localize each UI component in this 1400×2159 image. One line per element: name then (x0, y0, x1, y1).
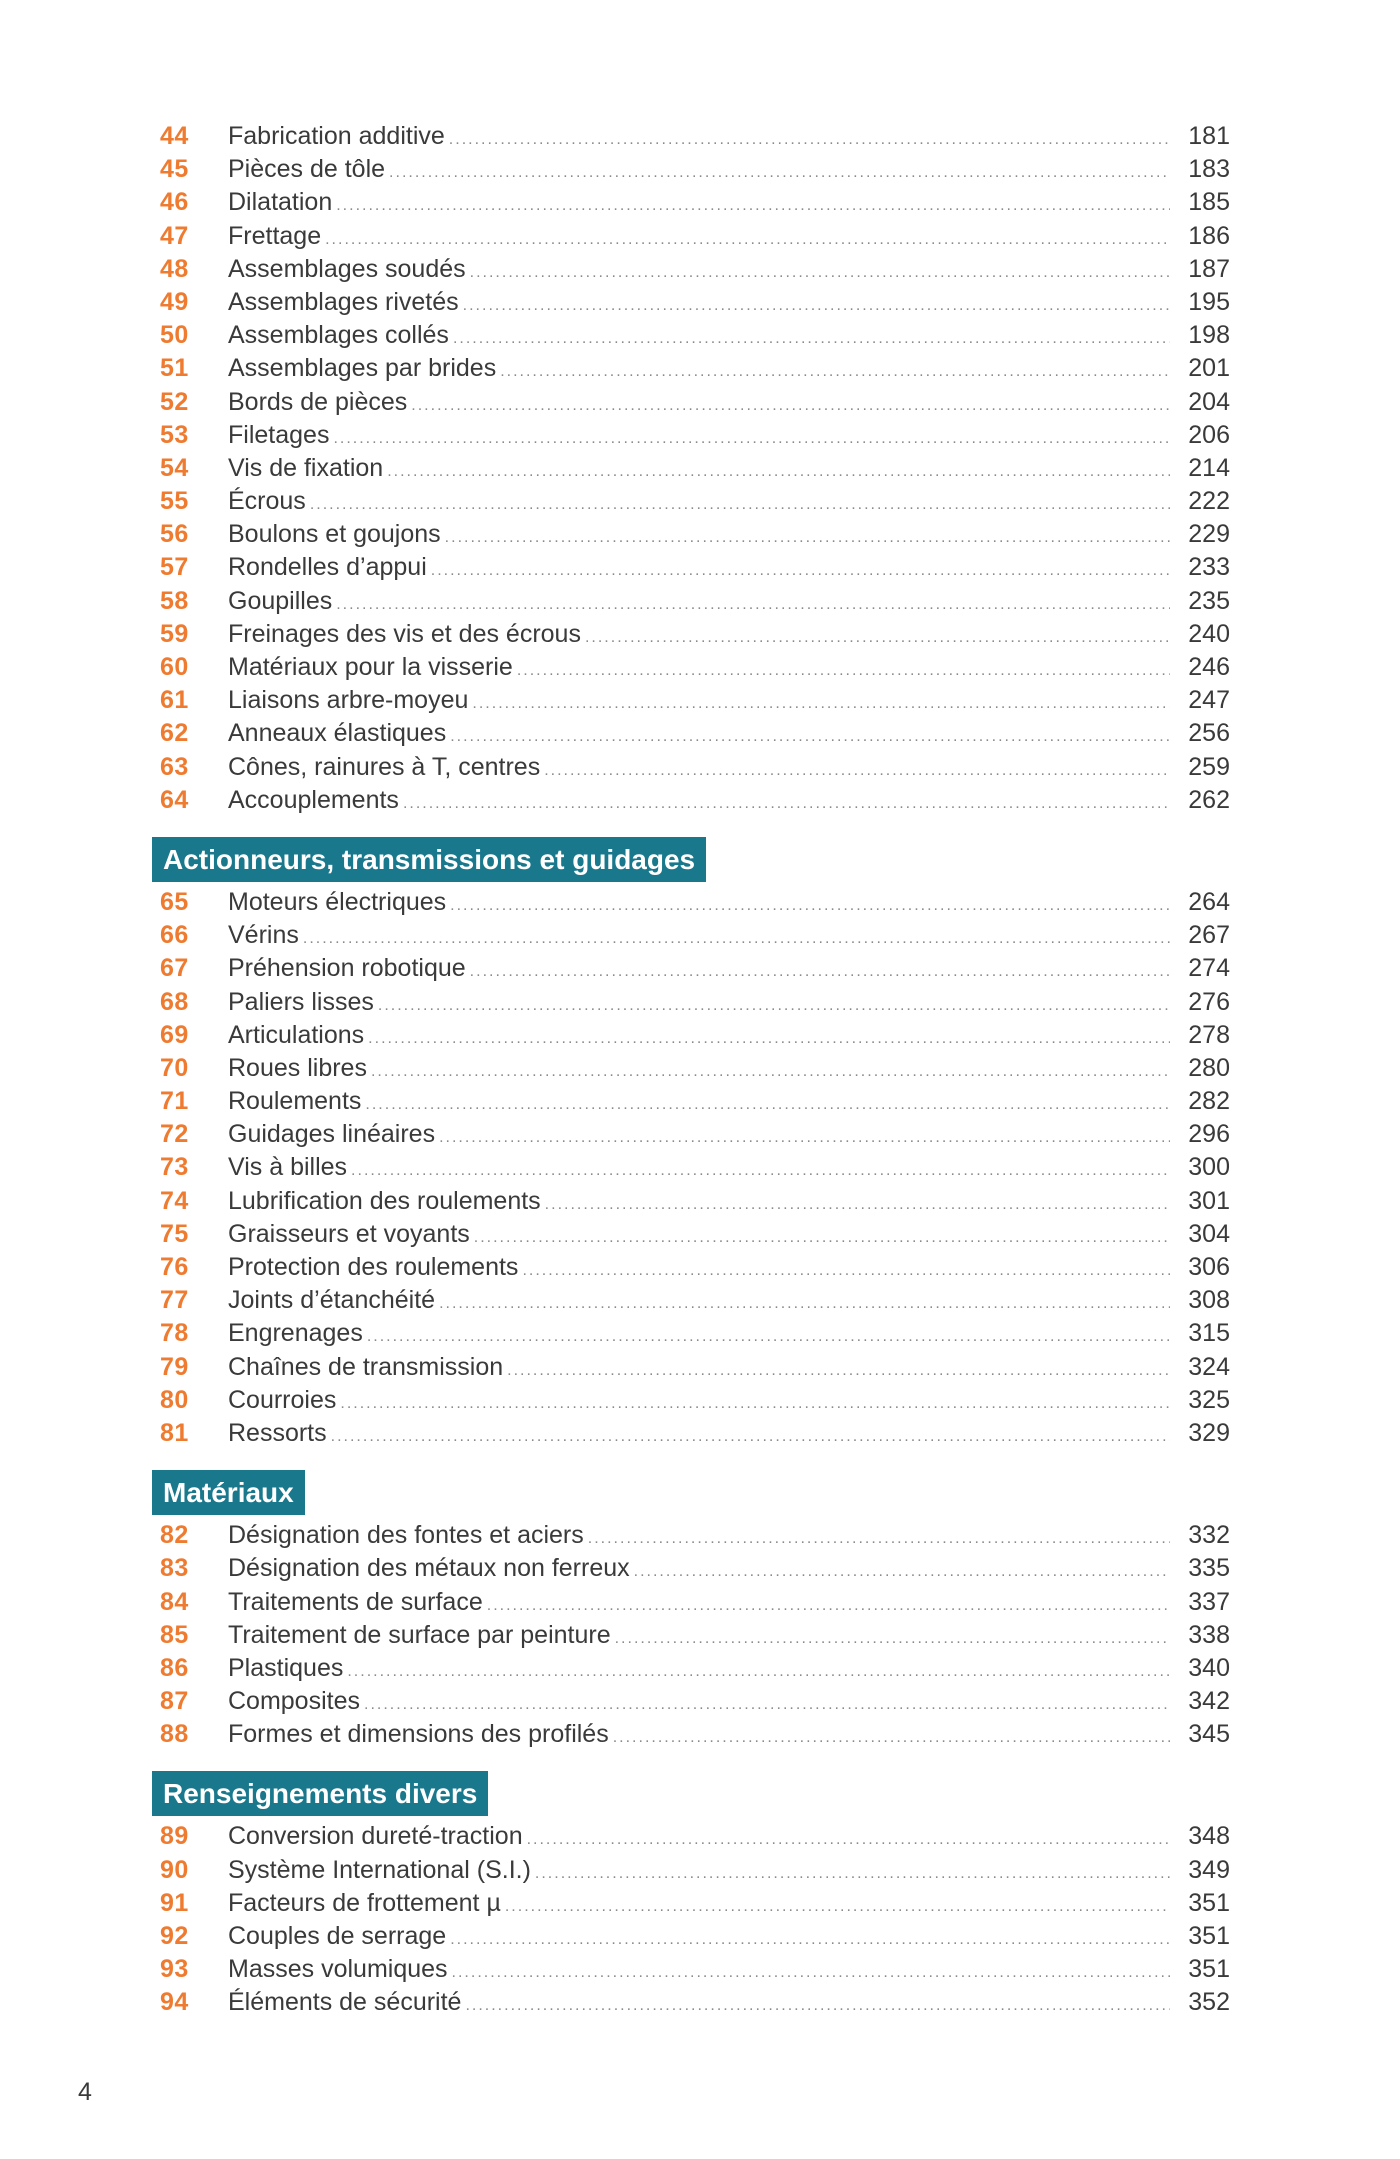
chapter-number: 84 (160, 1587, 189, 1616)
chapter-number: 54 (160, 453, 189, 482)
toc-entry[interactable] (160, 684, 1230, 717)
toc-entry[interactable] (160, 919, 1230, 952)
chapter-title: Matériaux pour la visserie (228, 653, 513, 681)
dot-leader (507, 1354, 1170, 1387)
page-reference: 222 (1188, 487, 1230, 516)
page-reference: 352 (1188, 1988, 1230, 2017)
toc-entry[interactable] (160, 286, 1230, 319)
page-reference: 280 (1188, 1053, 1230, 1082)
section-header-block (160, 837, 1230, 882)
page-reference: 315 (1188, 1319, 1230, 1348)
chapter-number: 85 (160, 1620, 189, 1649)
page-reference: 351 (1188, 1922, 1230, 1950)
dot-leader (367, 1320, 1170, 1353)
toc-entry[interactable] (160, 1854, 1230, 1887)
chapter-number: 52 (160, 387, 189, 416)
toc-entry[interactable] (160, 1519, 1230, 1552)
toc-section (160, 837, 1230, 1450)
chapter-number: 58 (160, 586, 189, 615)
chapter-number: 51 (160, 354, 189, 383)
toc-entry[interactable] (160, 1251, 1230, 1284)
page-reference: 246 (1188, 653, 1230, 681)
chapter-title: Pièces de tôle (228, 155, 386, 184)
chapter-title: Système International (S.I.) (228, 1855, 531, 1884)
toc-entry[interactable] (160, 717, 1230, 750)
chapter-title: Masses volumiques (228, 1955, 448, 1984)
dot-leader (505, 1890, 1170, 1923)
page-reference: 329 (1188, 1418, 1230, 1447)
page-reference: 351 (1188, 1888, 1230, 1917)
chapter-title: Protection des roulements (228, 1253, 519, 1281)
chapter-title: Écrous (228, 487, 306, 516)
dot-leader (463, 289, 1170, 322)
chapter-title: Composites (228, 1687, 360, 1716)
dot-leader (325, 223, 1170, 256)
chapter-number: 47 (160, 221, 189, 250)
toc-entry[interactable] (160, 1417, 1230, 1450)
dot-leader (470, 256, 1170, 289)
chapter-title: Traitements de surface (228, 1587, 483, 1616)
dot-leader (347, 1655, 1170, 1688)
chapter-number: 93 (160, 1955, 189, 1984)
dot-leader (351, 1154, 1170, 1187)
chapter-title: Articulations (228, 1020, 365, 1049)
chapter-title: Conversion dureté-traction (228, 1822, 523, 1851)
page-reference: 233 (1188, 553, 1230, 582)
toc-section (160, 1470, 1230, 1751)
toc-entry[interactable] (160, 1619, 1230, 1652)
page-reference: 351 (1188, 1955, 1230, 1984)
page-reference: 186 (1188, 221, 1230, 250)
toc-entry[interactable] (160, 952, 1230, 985)
page-reference: 229 (1188, 520, 1230, 549)
dot-leader (439, 1121, 1170, 1154)
dot-leader (470, 955, 1170, 988)
toc-entry[interactable] (160, 1085, 1230, 1118)
toc-entry[interactable] (160, 485, 1230, 518)
chapter-number: 49 (160, 287, 189, 316)
page-reference: 267 (1188, 921, 1230, 950)
toc-entry[interactable] (160, 1284, 1230, 1317)
chapter-number: 79 (160, 1352, 189, 1381)
toc-entry[interactable] (160, 186, 1230, 219)
chapter-title: Désignation des métaux non ferreux (228, 1554, 630, 1583)
chapter-number: 64 (160, 785, 189, 814)
page-reference: 301 (1188, 1186, 1230, 1215)
chapter-number: 68 (160, 987, 189, 1016)
chapter-number: 89 (160, 1822, 189, 1851)
toc-entry[interactable] (160, 1185, 1230, 1218)
dot-leader (331, 1420, 1170, 1453)
dot-leader (613, 1721, 1170, 1754)
chapter-title: Paliers lisses (228, 987, 374, 1016)
chapter-title: Éléments de sécurité (228, 1988, 462, 2017)
dot-leader (411, 389, 1170, 422)
toc-entry[interactable] (160, 1218, 1230, 1251)
chapter-number: 82 (160, 1521, 189, 1550)
page-reference: 276 (1188, 987, 1230, 1016)
chapter-number: 45 (160, 155, 189, 184)
chapter-number: 63 (160, 752, 189, 781)
chapter-number: 73 (160, 1153, 189, 1182)
toc-entry[interactable] (160, 1887, 1230, 1920)
chapter-title: Plastiques (228, 1653, 344, 1682)
dot-leader (585, 621, 1170, 654)
dot-leader (439, 1287, 1170, 1320)
toc-entry[interactable] (160, 1718, 1230, 1751)
dot-leader (517, 654, 1170, 687)
chapter-title: Assemblages par brides (228, 354, 497, 383)
chapter-number: 66 (160, 921, 189, 950)
toc-entry[interactable] (160, 1317, 1230, 1350)
page-reference: 187 (1188, 254, 1230, 283)
dot-leader (449, 123, 1170, 156)
chapter-number: 75 (160, 1219, 189, 1248)
chapter-title: Vérins (228, 921, 299, 950)
chapter-number: 80 (160, 1385, 189, 1414)
toc-entry[interactable] (160, 1986, 1230, 2019)
toc-entry[interactable] (160, 1820, 1230, 1853)
chapter-title: Goupilles (228, 586, 333, 615)
chapter-number: 61 (160, 686, 189, 715)
page-reference: 259 (1188, 752, 1230, 781)
toc-entry[interactable] (160, 518, 1230, 551)
chapter-title: Roues libres (228, 1053, 367, 1082)
page-reference: 201 (1188, 354, 1230, 383)
chapter-number: 70 (160, 1053, 189, 1082)
chapter-number: 69 (160, 1020, 189, 1049)
dot-leader (500, 355, 1170, 388)
page-reference: 324 (1188, 1352, 1230, 1381)
page-reference: 274 (1188, 954, 1230, 983)
page-reference: 296 (1188, 1120, 1230, 1149)
page-reference: 256 (1188, 719, 1230, 748)
chapter-title: Ressorts (228, 1418, 327, 1447)
toc-entry[interactable] (160, 886, 1230, 919)
chapter-title: Vis à billes (228, 1153, 348, 1182)
chapter-number: 60 (160, 653, 189, 681)
toc-entry[interactable] (160, 1920, 1230, 1953)
dot-leader (336, 189, 1170, 222)
chapter-title: Graisseurs et voyants (228, 1219, 470, 1248)
dot-leader (364, 1688, 1170, 1721)
dot-leader (450, 1923, 1170, 1956)
chapter-title: Anneaux élastiques (228, 719, 447, 748)
chapter-number: 55 (160, 487, 189, 516)
dot-leader (365, 1088, 1170, 1121)
chapter-number: 92 (160, 1922, 189, 1950)
chapter-number: 94 (160, 1988, 189, 2017)
dot-leader (450, 720, 1170, 753)
dot-leader (333, 422, 1170, 455)
dot-leader (371, 1055, 1170, 1088)
toc-entry[interactable] (160, 651, 1230, 684)
toc-entry[interactable] (160, 986, 1230, 1019)
chapter-number: 76 (160, 1253, 189, 1281)
page-reference: 195 (1188, 287, 1230, 316)
chapter-title: Préhension robotique (228, 954, 466, 983)
page-reference: 181 (1188, 122, 1230, 150)
section-header: Renseignements divers (152, 1771, 488, 1816)
chapter-title: Fabrication additive (228, 122, 445, 150)
page-reference: 206 (1188, 420, 1230, 449)
chapter-number: 65 (160, 887, 189, 916)
toc-entry[interactable] (160, 153, 1230, 186)
dot-leader (588, 1522, 1170, 1555)
dot-leader (527, 1823, 1170, 1856)
section-header-block (160, 1771, 1230, 1816)
dot-leader (389, 156, 1170, 189)
page-reference: 308 (1188, 1286, 1230, 1315)
chapter-title: Assemblages soudés (228, 254, 466, 283)
page-reference: 240 (1188, 619, 1230, 648)
chapter-title: Facteurs de frottement µ (228, 1888, 501, 1917)
chapter-number: 59 (160, 619, 189, 648)
page-reference: 282 (1188, 1087, 1230, 1116)
toc-entry[interactable] (160, 386, 1230, 419)
page-reference: 332 (1188, 1521, 1230, 1550)
chapter-number: 86 (160, 1653, 189, 1682)
chapter-number: 53 (160, 420, 189, 449)
page-reference: 340 (1188, 1653, 1230, 1682)
dot-leader (303, 922, 1170, 955)
chapter-number: 90 (160, 1855, 189, 1884)
chapter-title: Engrenages (228, 1319, 363, 1348)
toc-entry[interactable] (160, 452, 1230, 485)
page-reference: 342 (1188, 1687, 1230, 1716)
dot-leader (474, 1221, 1170, 1254)
toc-entry[interactable] (160, 1685, 1230, 1718)
chapter-title: Vis de fixation (228, 453, 384, 482)
dot-leader (403, 787, 1170, 820)
dot-leader (378, 989, 1170, 1022)
page-reference: 247 (1188, 686, 1230, 715)
chapter-number: 48 (160, 254, 189, 283)
chapter-title: Guidages linéaires (228, 1120, 436, 1149)
dot-leader (387, 455, 1170, 488)
chapter-title: Courroies (228, 1385, 337, 1414)
chapter-title: Lubrification des roulements (228, 1186, 541, 1215)
toc-entry[interactable] (160, 1151, 1230, 1184)
page-reference: 345 (1188, 1720, 1230, 1749)
chapter-number: 67 (160, 954, 189, 983)
toc-entry[interactable] (160, 120, 1230, 153)
page-reference: 235 (1188, 586, 1230, 615)
dot-leader (453, 322, 1170, 355)
chapter-title: Joints d’étanchéité (228, 1286, 436, 1315)
toc-entry[interactable] (160, 1652, 1230, 1685)
page-number: 4 (78, 2078, 92, 2106)
dot-leader (310, 488, 1170, 521)
page-reference: 338 (1188, 1620, 1230, 1649)
page-reference: 262 (1188, 785, 1230, 814)
toc-entry[interactable] (160, 784, 1230, 817)
chapter-title: Moteurs électriques (228, 887, 447, 916)
toc-entry[interactable] (160, 585, 1230, 618)
toc-entry[interactable] (160, 751, 1230, 784)
toc-entry[interactable] (160, 1019, 1230, 1052)
dot-leader (634, 1555, 1170, 1588)
chapter-number: 44 (160, 122, 189, 150)
chapter-number: 46 (160, 188, 189, 217)
chapter-number: 57 (160, 553, 189, 582)
toc-section (160, 1771, 1230, 2019)
section-header-block (160, 1470, 1230, 1515)
toc-section (160, 120, 1230, 817)
toc-entry[interactable] (160, 220, 1230, 253)
toc-entry[interactable] (160, 1552, 1230, 1585)
section-header: Actionneurs, transmissions et guidages (152, 837, 706, 882)
dot-leader (544, 754, 1170, 787)
toc-entry[interactable] (160, 1953, 1230, 1986)
page-reference: 185 (1188, 188, 1230, 217)
dot-leader (445, 521, 1170, 554)
page-reference: 348 (1188, 1822, 1230, 1851)
dot-leader (431, 554, 1170, 587)
page-reference: 337 (1188, 1587, 1230, 1616)
chapter-number: 50 (160, 321, 189, 350)
page-reference: 304 (1188, 1219, 1230, 1248)
chapter-title: Assemblages collés (228, 321, 449, 350)
dot-leader (465, 1989, 1170, 2022)
chapter-title: Boulons et goujons (228, 520, 441, 549)
dot-leader (336, 588, 1170, 621)
dot-leader (545, 1188, 1170, 1221)
dot-leader (615, 1622, 1170, 1655)
chapter-title: Couples de serrage (228, 1922, 447, 1950)
page-reference: 300 (1188, 1153, 1230, 1182)
chapter-number: 91 (160, 1888, 189, 1917)
toc-entry[interactable] (160, 551, 1230, 584)
page-reference: 264 (1188, 887, 1230, 916)
chapter-title: Liaisons arbre-moyeu (228, 686, 469, 715)
dot-leader (472, 687, 1170, 720)
toc-entry[interactable] (160, 319, 1230, 352)
toc-entry[interactable] (160, 1351, 1230, 1384)
page-reference: 198 (1188, 321, 1230, 350)
toc-entry[interactable] (160, 253, 1230, 286)
page-reference: 325 (1188, 1385, 1230, 1414)
table-of-contents (160, 120, 1230, 2020)
chapter-number: 62 (160, 719, 189, 748)
toc-entry[interactable] (160, 1384, 1230, 1417)
chapter-title: Formes et dimensions des profilés (228, 1720, 609, 1749)
page-reference: 349 (1188, 1855, 1230, 1884)
chapter-title: Traitement de surface par peinture (228, 1620, 611, 1649)
chapter-number: 78 (160, 1319, 189, 1348)
chapter-title: Rondelles d’appui (228, 553, 427, 582)
chapter-number: 72 (160, 1120, 189, 1149)
chapter-number: 81 (160, 1418, 189, 1447)
chapter-number: 87 (160, 1687, 189, 1716)
chapter-title: Chaînes de transmission (228, 1352, 504, 1381)
dot-leader (340, 1387, 1170, 1420)
chapter-title: Désignation des fontes et aciers (228, 1521, 584, 1550)
chapter-number: 74 (160, 1186, 189, 1215)
chapter-title: Assemblages rivetés (228, 287, 459, 316)
page-reference: 183 (1188, 155, 1230, 184)
chapter-title: Bords de pièces (228, 387, 408, 416)
toc-entry[interactable] (160, 1118, 1230, 1151)
chapter-title: Frettage (228, 221, 322, 250)
dot-leader (522, 1254, 1170, 1287)
chapter-title: Cônes, rainures à T, centres (228, 752, 541, 781)
chapter-number: 83 (160, 1554, 189, 1583)
dot-leader (368, 1022, 1170, 1055)
chapter-title: Filetages (228, 420, 330, 449)
page-reference: 204 (1188, 387, 1230, 416)
toc-entry[interactable] (160, 419, 1230, 452)
dot-leader (450, 889, 1170, 922)
chapter-title: Accouplements (228, 785, 399, 814)
chapter-number: 88 (160, 1720, 189, 1749)
dot-leader (452, 1956, 1170, 1989)
page-reference: 306 (1188, 1253, 1230, 1281)
page-reference: 335 (1188, 1554, 1230, 1583)
chapter-title: Dilatation (228, 188, 333, 217)
chapter-title: Freinages des vis et des écrous (228, 619, 581, 648)
page-reference: 278 (1188, 1020, 1230, 1049)
dot-leader (487, 1589, 1170, 1622)
toc-entry[interactable] (160, 1586, 1230, 1619)
chapter-number: 56 (160, 520, 189, 549)
toc-entry[interactable] (160, 618, 1230, 651)
section-header: Matériaux (152, 1470, 305, 1515)
dot-leader (535, 1857, 1170, 1890)
toc-entry[interactable] (160, 352, 1230, 385)
chapter-number: 71 (160, 1087, 189, 1116)
chapter-number: 77 (160, 1286, 189, 1315)
chapter-title: Roulements (228, 1087, 362, 1116)
page-reference: 214 (1188, 453, 1230, 482)
toc-entry[interactable] (160, 1052, 1230, 1085)
